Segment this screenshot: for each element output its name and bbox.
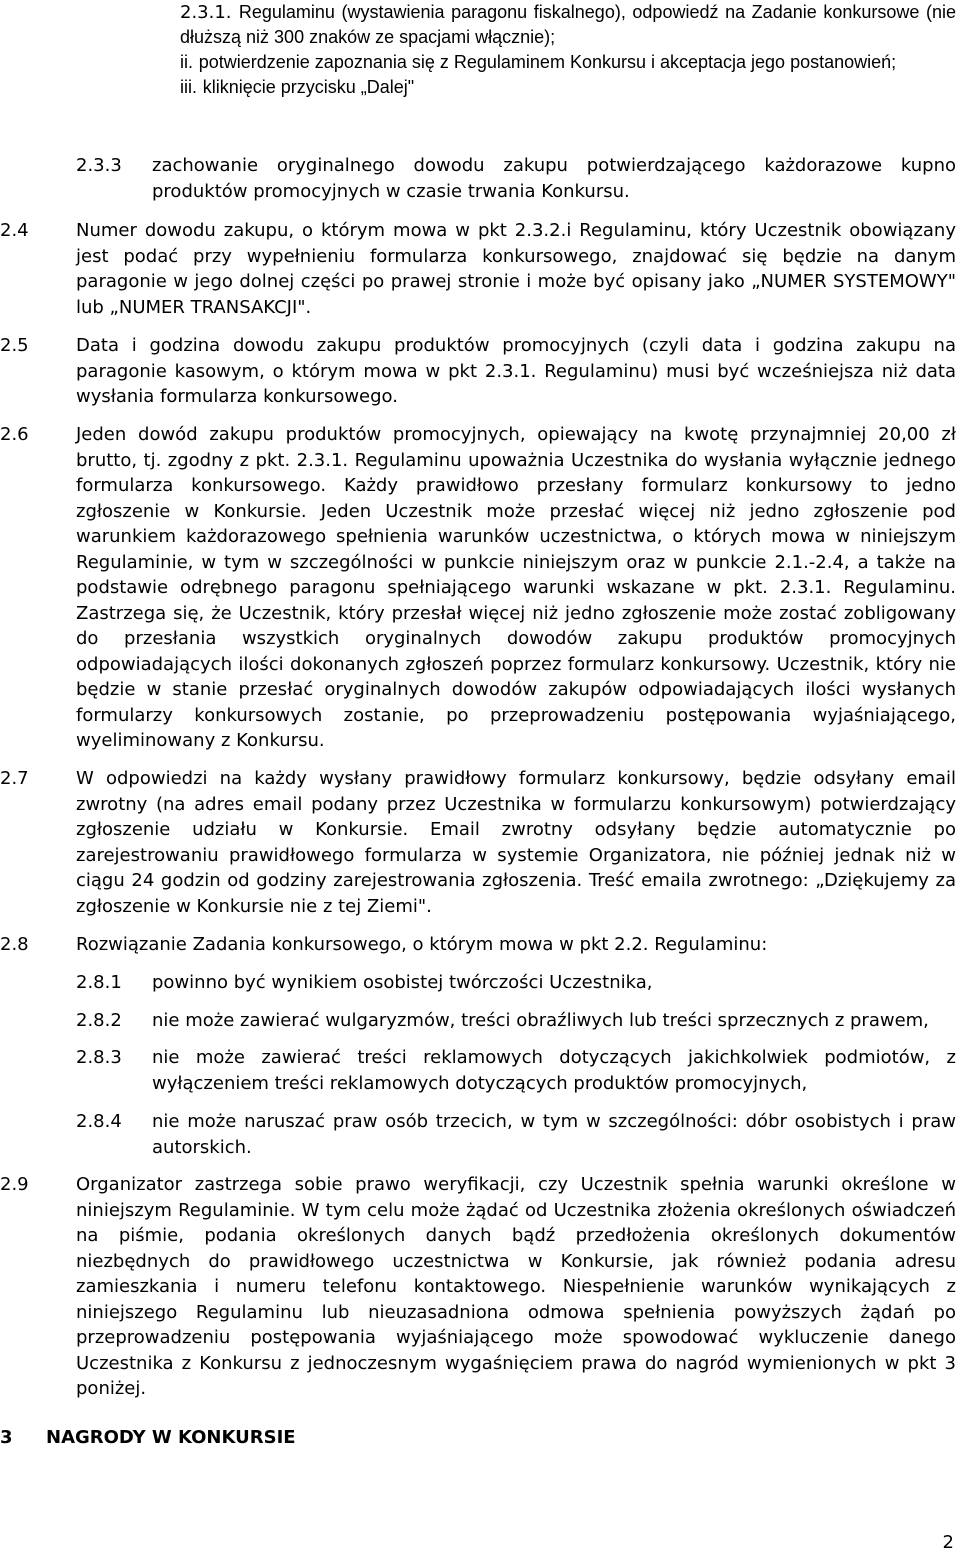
section-number: 2.3.3 bbox=[76, 155, 122, 176]
lead-list bbox=[180, 0, 956, 120]
section-number: 2.6 bbox=[0, 424, 29, 445]
section-text: W odpowiedzi na każdy wysłany prawidłowy formularz konkursowy, będzie odsyłany email zwrotny (na adres email podany przez Uczestnika w formularzu konkursowym) potwierdzający zgłoszenie udziału w Konkursie. Email zwrotny odsyłany będzie automatycznie po zarejestrowaniu prawidłowego formularza w systemie Organizatora, nie później jednak niż w ciągu 24 godzin od godziny zarejestrowania zgłoszenia. Treść emaila zwrotnego: „Dziękujemy za zgłoszenie w Konkursie nie z tej Ziemi". bbox=[76, 768, 956, 917]
lead-item-2-3-1 bbox=[180, 0, 956, 50]
lead-item-label: ii. bbox=[180, 52, 193, 72]
subsection-number: 2.8.4 bbox=[76, 1111, 122, 1132]
page-number: 2 bbox=[942, 1532, 954, 1553]
section-2-9 bbox=[0, 1172, 960, 1404]
lead-item-label: iii. bbox=[180, 77, 197, 97]
subsection-2-8-2 bbox=[0, 1008, 960, 1034]
section-number: 2.9 bbox=[0, 1174, 29, 1195]
subsection-number: 2.8.1 bbox=[76, 972, 122, 993]
lead-item-iii bbox=[180, 75, 956, 100]
section-2-3-3 bbox=[0, 153, 960, 205]
subsection-2-8-4 bbox=[0, 1109, 960, 1161]
section-2-5 bbox=[0, 333, 960, 411]
section-text: Numer dowodu zakupu, o którym mowa w pkt 2.3.2.i Regulaminu, który Uczestnik obowiązany jest podać przy wypełnieniu formularza konkursowego, znajdować się będzie na danym paragonie w jego dolnej części po prawej stronie i może być opisany jako „NUMER SYSTEMOWY" lub „NUMER TRANSAKCJI". bbox=[76, 220, 956, 318]
lead-item-text: kliknięcie przycisku „Dalej" bbox=[202, 77, 415, 97]
subsection-number: 2.8.2 bbox=[76, 1010, 122, 1031]
heading-number: 3 bbox=[0, 1427, 13, 1448]
section-number: 2.8 bbox=[0, 934, 29, 955]
subsection-2-8-1 bbox=[0, 970, 960, 996]
section-text: Data i godzina dowodu zakupu produktów promocyjnych (czyli data i godzina zakupu na paragonie kasowym, o którym mowa w pkt 2.3.1. Regulaminu) musi być wcześniejsza niż data wysłania formularza konkursowego. bbox=[76, 335, 956, 407]
section-2-6 bbox=[0, 422, 960, 756]
subsection-text: nie może zawierać treści reklamowych dotyczących jakichkolwiek podmiotów, z wyłączeniem treści reklamowych dotyczących produktów promocyjnych, bbox=[152, 1047, 956, 1094]
section-number: 2.7 bbox=[0, 768, 29, 789]
subsection-text: nie może naruszać praw osób trzecich, w tym w szczególności: dóbr osobistych i praw autorskich. bbox=[152, 1111, 956, 1158]
section-text: zachowanie oryginalnego dowodu zakupu potwierdzającego każdorazowe kupno produktów promocyjnych w czasie trwania Konkursu. bbox=[152, 155, 956, 202]
subsection-number: 2.8.3 bbox=[76, 1047, 122, 1068]
section-2-8 bbox=[0, 932, 960, 958]
subsection-text: nie może zawierać wulgaryzmów, treści obraźliwych lub treści sprzecznych z prawem, bbox=[152, 1010, 929, 1031]
lead-item-text: Regulaminu (wystawienia paragonu fiskalnego), odpowiedź na Zadanie konkursowe (nie dłuższą niż 300 znaków ze spacjami włącznie); bbox=[180, 2, 956, 47]
section-2-4 bbox=[0, 218, 960, 322]
heading-text: NAGRODY W KONKURSIE bbox=[46, 1427, 296, 1448]
heading-section-3 bbox=[0, 1426, 960, 1452]
section-text: Organizator zastrzega sobie prawo weryfikacji, czy Uczestnik spełnia warunki określone w niniejszym Regulaminie. W tym celu może żądać od Uczestnika złożenia określonych oświadczeń na piśmie, podania określonych danych bądź przedłożenia określonych dokumentów niezbędnych do prawidłowego uczestnictwa w Konkursie, jak również podania adresu zamieszkania i numeru telefonu kontaktowego. Niespełnienie warunków wynikających z niniejszego Regulaminu lub nieuzasadniona odmowa spełnienia powyższych żądań po przeprowadzeniu postępowania wyjaśniającego może spowodować wykluczenie danego Uczestnika z Konkursu z jednoczesnym wygaśnięciem prawa do nagród wymienionych w pkt 3 poniżej. bbox=[76, 1174, 956, 1399]
lead-item-ii bbox=[180, 50, 956, 75]
section-number: 2.5 bbox=[0, 335, 29, 356]
lead-item-label: 2.3.1. bbox=[180, 2, 232, 23]
subsection-2-8-3 bbox=[0, 1045, 960, 1097]
section-text: Rozwiązanie Zadania konkursowego, o którym mowa w pkt 2.2. Regulaminu: bbox=[76, 934, 768, 955]
lead-item-text: potwierdzenie zapoznania się z Regulaminem Konkursu i akceptacja jego postanowień; bbox=[198, 52, 897, 72]
subsection-text: powinno być wynikiem osobistej twórczości Uczestnika, bbox=[152, 972, 653, 993]
section-number: 2.4 bbox=[0, 220, 29, 241]
section-2-7 bbox=[0, 766, 960, 922]
section-text: Jeden dowód zakupu produktów promocyjnych, opiewający na kwotę przynajmniej 20,00 zł brutto, tj. zgodny z pkt. 2.3.1. Regulaminu upoważnia Uczestnika do wysłania wyłącznie jednego formularza konkursowego. Każdy prawidłowo przesłany formularz konkursowy to jedno zgłoszenie w Konkursie. Jeden Uczestnik może przesłać więcej niż jedno zgłoszenie pod warunkiem każdorazowego spełnienia warunków uczestnictwa, o których mowa w niniejszym Regulaminie, w tym w szczególności w punkcie niniejszym oraz w punkcie 2.1.-2.4, a także na podstawie odrębnego paragonu spełniającego warunki wskazane w pkt. 2.3.1. Regulaminu. Zastrzega się, że Uczestnik, który przesłał więcej niż jedno zgłoszenie może zostać zobligowany do przesłania wszystkich oryginalnych dowodów zakupu produktów promocyjnych odpowiadających ilości dokonanych zgłoszeń poprzez formularz konkursowy. Uczestnik, który nie będzie w stanie przesłać oryginalnych dowodów zakupów odpowiadających ilości wysłanych formularzy konkursowych zostanie, po przeprowadzeniu postępowania wyjaśniającego, wyeliminowany z Konkursu. bbox=[76, 424, 956, 751]
